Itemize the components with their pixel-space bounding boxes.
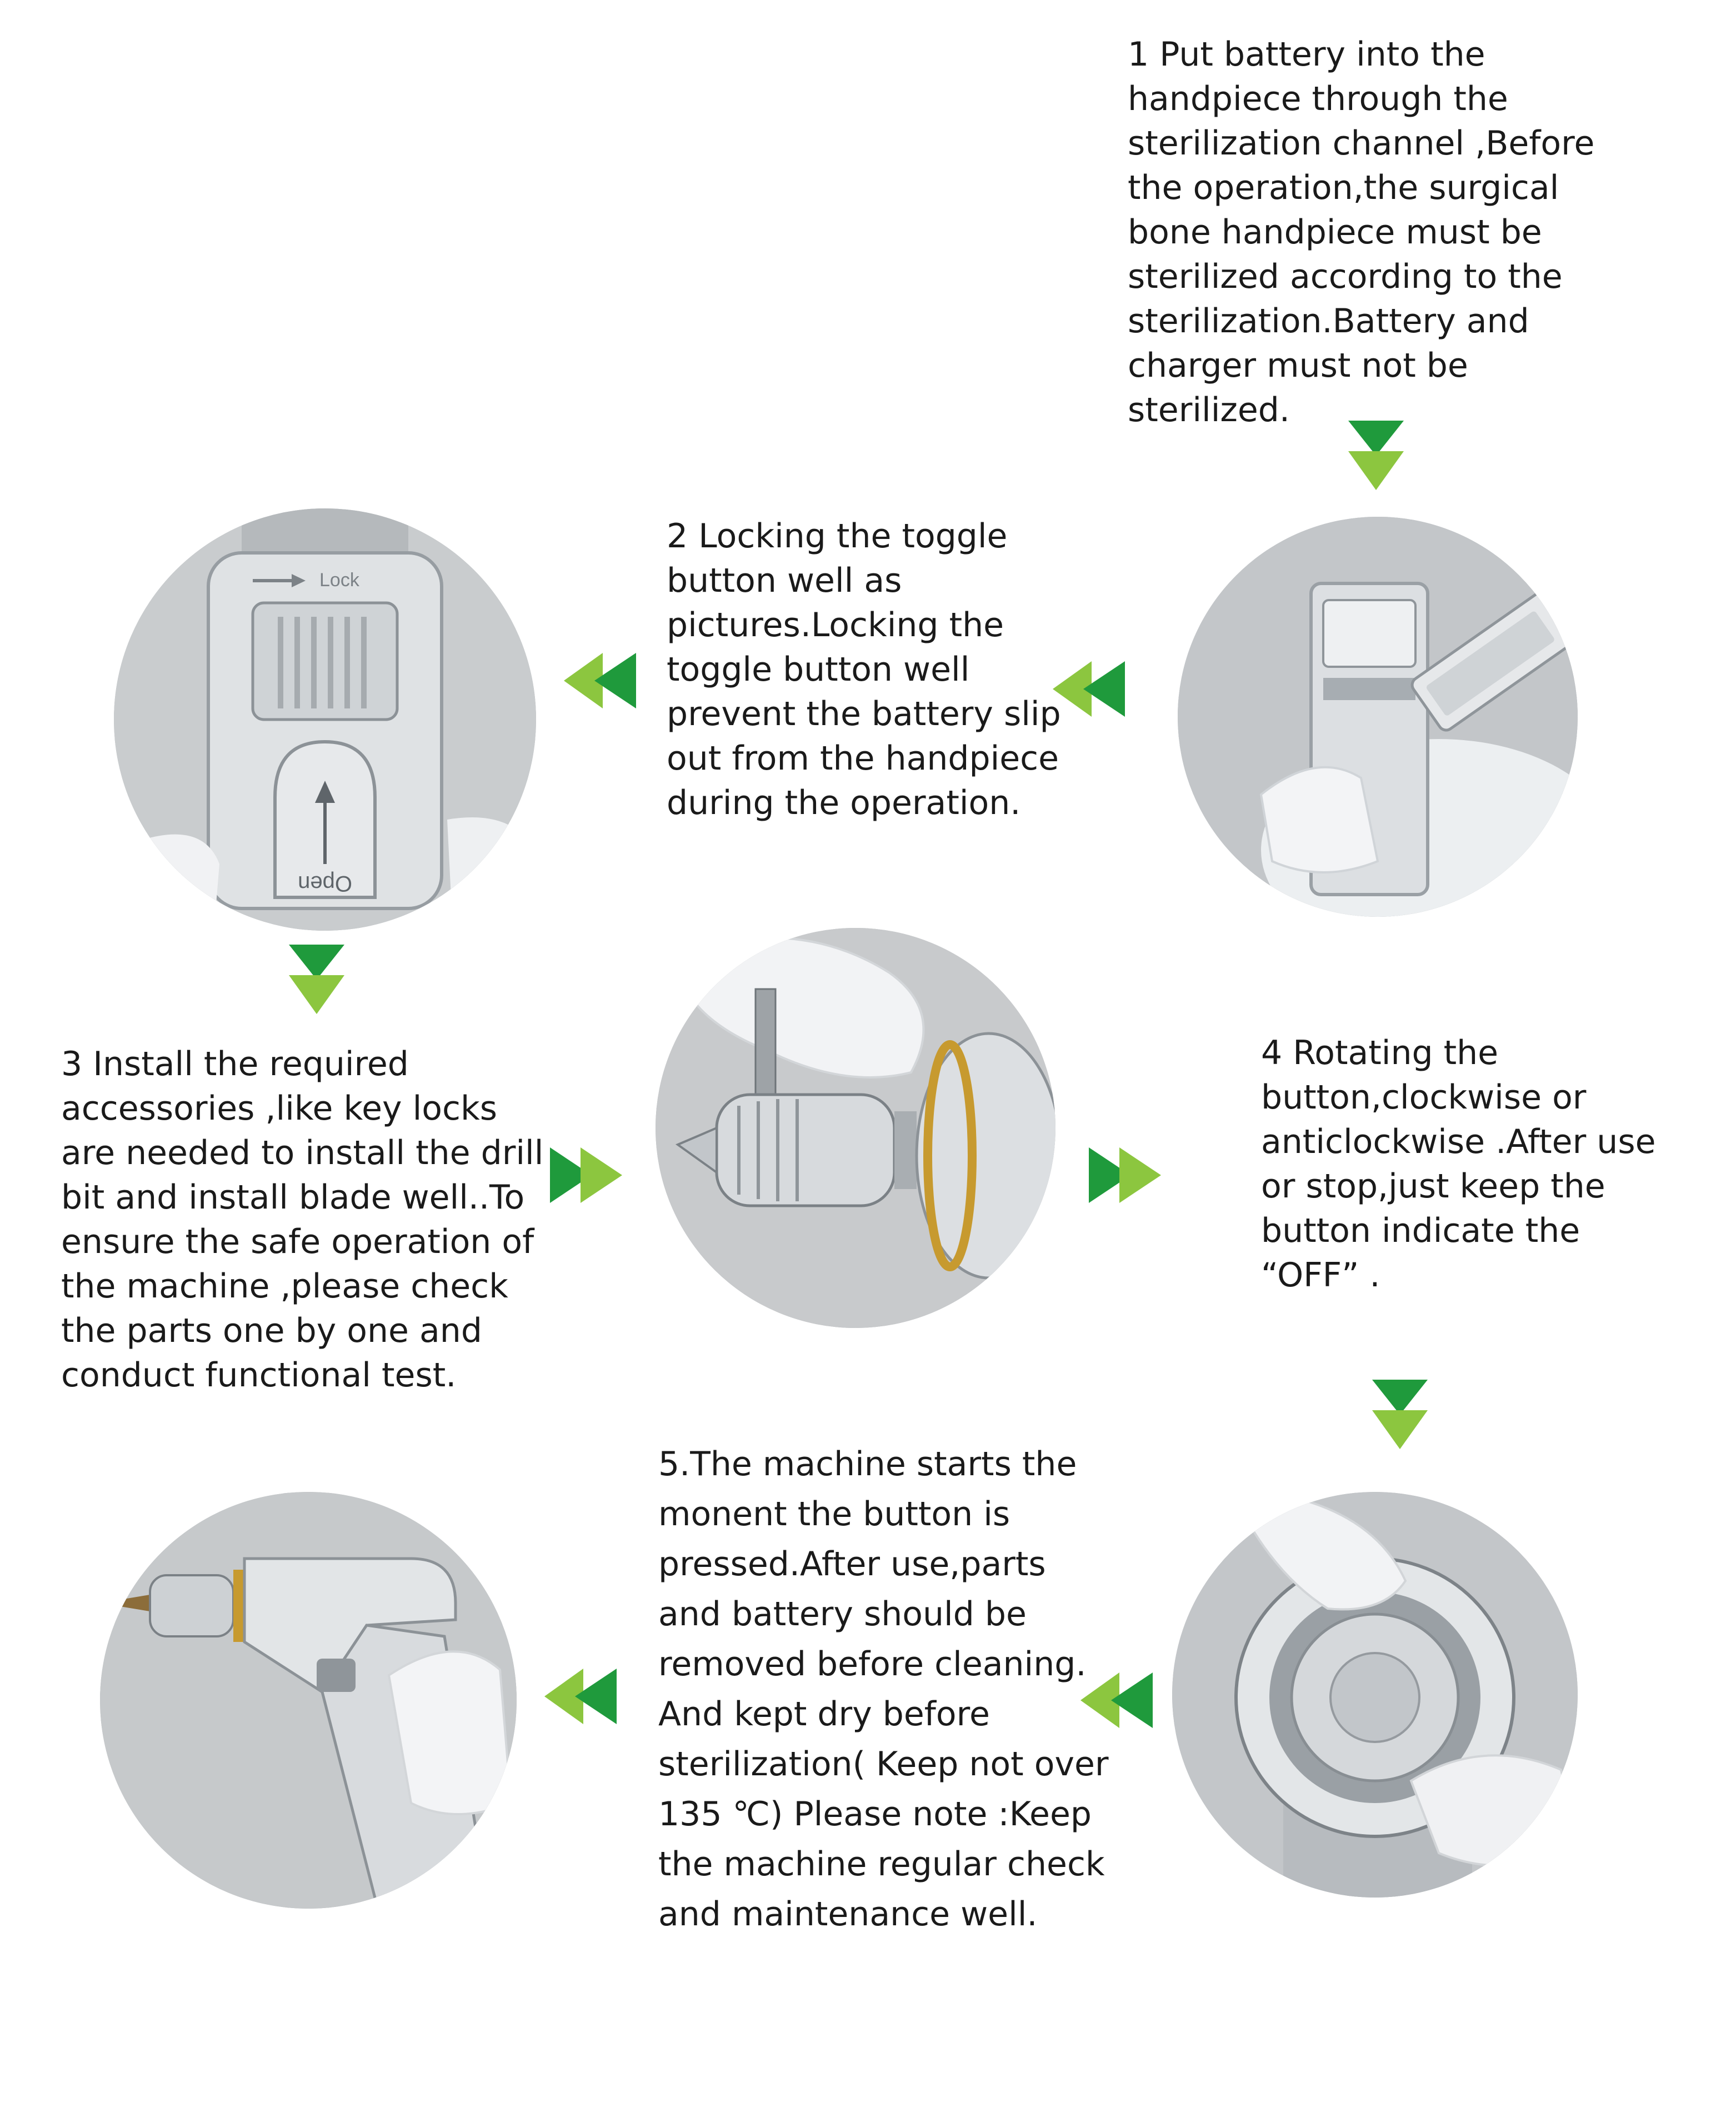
step-5-text: 5.The machine starts the monent the button is pressed.After use,parts and battery should be removed before cleaning. And kept dry before sterilization( Keep not over 135 ℃) Please note :Keep the machine regular check and maintenance well. (658, 1445, 1109, 1934)
left-arrow-icon (542, 1666, 619, 1727)
right-arrow-icon (547, 1145, 625, 1206)
photo-battery-insertion (1178, 517, 1578, 917)
step-4-text: 4 Rotating the button,clockwise or anticlockwise .After use or stop,just keep the button indicate the “OFF” . (1261, 1033, 1656, 1295)
right-arrow-icon (1086, 1145, 1164, 1206)
left-arrow-icon (561, 650, 639, 711)
lock-label: Lock (319, 570, 359, 591)
open-label: Open (298, 871, 352, 896)
step-3-text: 3 Install the required accessories ,like key locks are needed to install the drill bit and install blade well..To ensure the safe operation of the machine ,please check the parts one by one and conduct functional test. (61, 1045, 544, 1395)
photo-toggle-lock (114, 508, 536, 931)
down-arrow-icon (286, 942, 347, 1017)
photo-drill-chuck (656, 928, 1055, 1328)
down-arrow-icon (1345, 418, 1407, 493)
left-arrow-icon (1050, 658, 1128, 720)
photo-rotating-button (1172, 1492, 1578, 1898)
step-1-text: 1 Put battery into the handpiece through the sterilization channel ,Before the operation,the surgical bone handpiece must be sterilized according to the sterilization.Battery and charger must not be sterilized. (1128, 35, 1595, 430)
step-2-text: 2 Locking the toggle button well as pictures.Locking the toggle button well prevent the battery slip out from the handpiece during the operation. (667, 517, 1061, 822)
down-arrow-icon (1369, 1377, 1430, 1452)
photo-drill-in-use (100, 1492, 517, 1909)
left-arrow-icon (1078, 1670, 1155, 1731)
